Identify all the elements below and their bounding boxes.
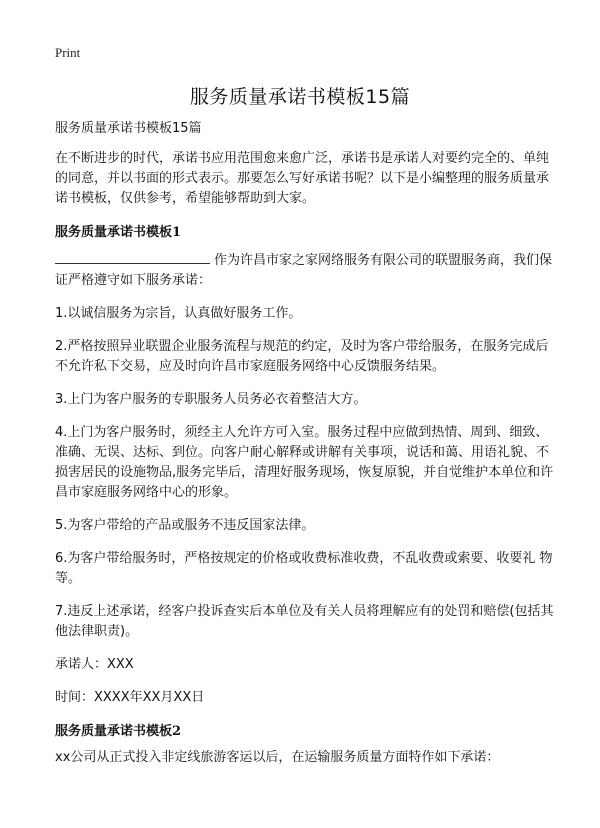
template1-opening-text: 作为许昌市家之家网络服务有限公司的联盟服务商，我们保证严格遵守如下服务承诺： xyxy=(55,253,553,288)
commitment-item-6: 6.为客户带给服务时，严格按规定的价格或收费标准收费，不乱收费或索要、收要礼 物等。 xyxy=(55,551,553,586)
date-line: 时间：XXXX年XX月XX日 xyxy=(55,690,205,705)
commitment-item-7: 7.违反上述承诺，经客户投诉查实后本单位及有关人员将理解应有的处罚和赔偿(包括其他法律职责)。 xyxy=(55,604,554,639)
commitment-item-4: 4.上门为客户服务时，须经主人允许方可入室。服务过程中应做到热情、周到、细致、准确、无误、达标、到位。向客户耐心解释或讲解有关事项，说话和蔼、用语礼貌、不损害居民的设施物品,服务完毕后，清理好服务现场，恢复原貌，并自觉维护本单位和许昌市家庭服务网络中心的形象。 xyxy=(55,425,554,500)
commitment-item-3: 3.上门为客户服务的专职服务人员务必衣着整洁大方。 xyxy=(55,392,367,407)
section-heading-template1: 服务质量承诺书模板1 xyxy=(55,225,182,240)
commitment-item-2: 2.严格按照异业联盟企业服务流程与规范的约定，及时为客户带给服务，在服务完成后不允许私下交易，应及时向许昌市家庭服务网络中心反馈服务结果。 xyxy=(55,339,549,374)
section-heading-template2: 服务质量承诺书模板2 xyxy=(55,724,182,739)
commitment-item-1: 1.以诚信服务为宗旨，认真做好服务工作。 xyxy=(55,306,302,321)
print-link[interactable]: Print xyxy=(55,45,81,60)
template2-opening: xx公司从正式投入非定线旅游客运以后，在运输服务质量方面特作如下承诺： xyxy=(55,750,500,765)
intro-paragraph: 在不断进步的时代，承诺书应用范围愈来愈广泛，承诺书是承诺人对要约完全的、单纯的同意，并以书面的形式表示。那要怎么写好承诺书呢？以下是小编整理的服务质量承诺书模板，仅供参考，希望能够帮助到大家。 xyxy=(55,151,550,206)
promisor-line: 承诺人：XXX xyxy=(55,657,134,672)
page-title: 服务质量承诺书模板15篇 xyxy=(189,86,411,108)
commitment-item-5: 5.为客户带给的产品或服务不违反国家法律。 xyxy=(55,518,315,533)
template1-opening xyxy=(55,249,555,291)
article-subtitle: 服务质量承诺书模板15篇 xyxy=(55,121,202,136)
fill-in-blank xyxy=(55,249,210,264)
article-body xyxy=(55,119,555,781)
